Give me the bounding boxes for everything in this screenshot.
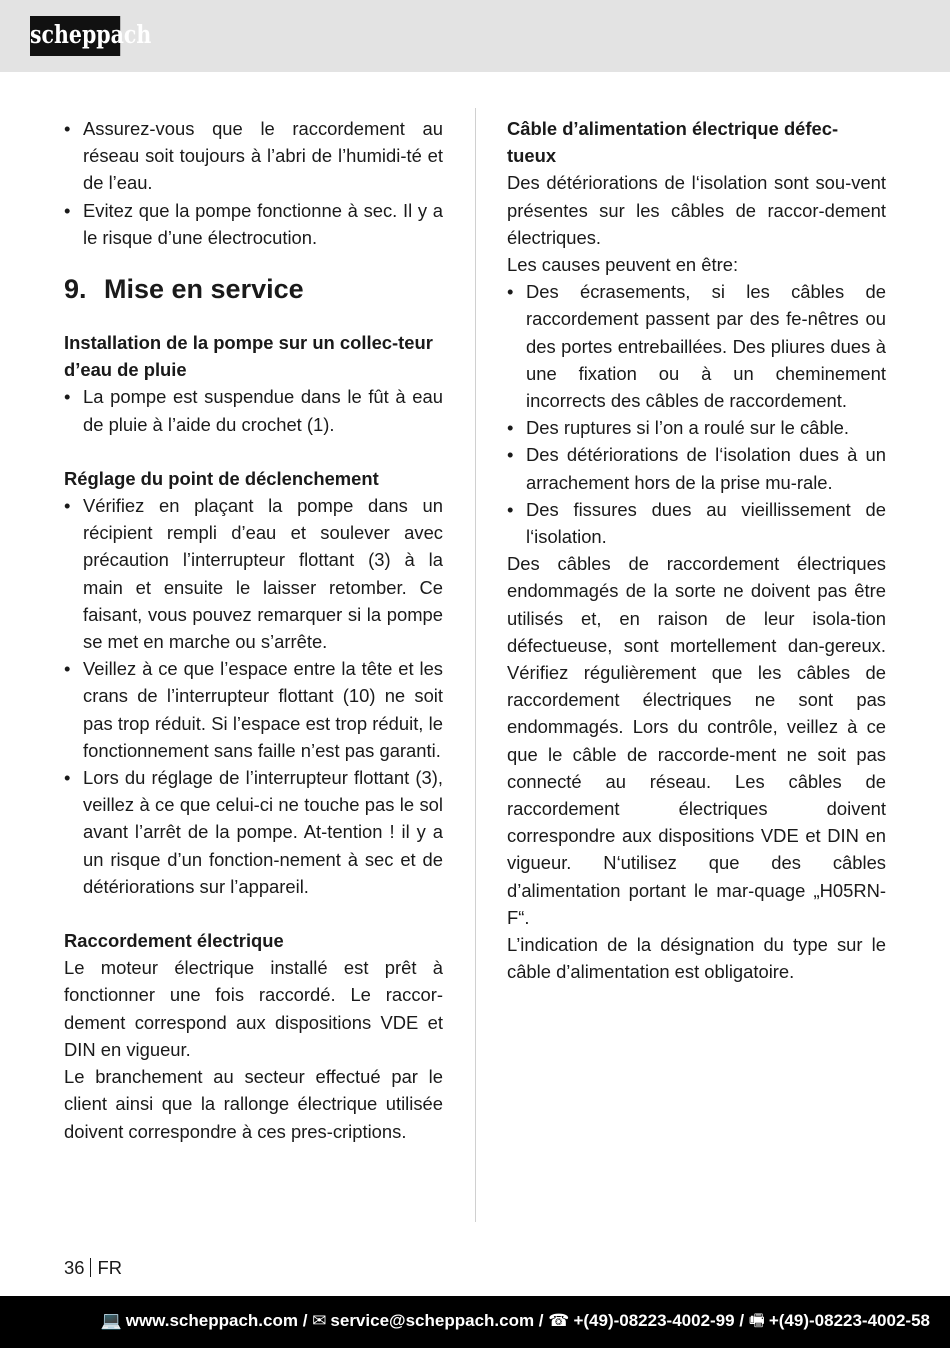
fax-number: +(49)-08223-4002-58 [768,1311,930,1330]
email-link[interactable]: service@scheppach.com / [330,1311,544,1330]
left-column [64,115,443,1145]
bullet-icon: • [64,767,71,789]
page-separator [90,1258,91,1277]
section-title: Mise en service [104,274,304,305]
intro-bullet-list [64,115,443,251]
reglage-bullet-list [64,492,443,900]
bullet-icon: • [507,281,514,303]
cable-paragraph: Les causes peuvent en être: [507,254,739,276]
bullet-icon: • [64,386,71,408]
installation-heading: Installation de la pompe sur un collec-teur d’eau de pluie [64,332,433,381]
bullet-icon: • [507,498,514,520]
reglage-heading: Réglage du point de déclenchement [64,467,379,489]
bullet-icon: • [64,199,71,221]
installation-bullet-list [64,383,443,437]
cable-paragraph: Des détériorations de l‘isolation sont sou-vent présentes sur les câbles de raccor-dement électriques. [507,172,886,248]
section-heading [64,273,443,305]
language-code: FR [97,1257,122,1278]
page-header [0,0,950,72]
phone-icon: ☎ [548,1311,570,1330]
raccordement-paragraph: Le moteur électrique installé est prêt à fonctionner une fois raccordé. Le raccor-dement correspond aux dispositions VDE et DIN en vigueur. [64,957,443,1060]
list-item: • Des fissures dues au vieillissement de l‘isolation. [507,496,886,550]
right-column [507,115,886,986]
website-link[interactable]: www.scheppach.com / [125,1311,308,1330]
scheppach-logo: scheppach [30,16,120,56]
list-item: • Assurez-vous que le raccordement au réseau soit toujours à l’abri de l’humidi-té et de l’eau. [64,115,443,197]
causes-bullet-list [507,278,886,550]
raccordement-heading: Raccordement électrique [64,930,284,952]
list-item: • Des ruptures si l’on a roulé sur le câble. [507,414,886,441]
fax-icon: 🖷 [748,1311,765,1330]
envelope-icon: ✉ [312,1311,327,1330]
raccordement-paragraph: Le branchement au secteur effectué par le client ainsi que la rallonge électrique utilisée doivent correspondre à ces pres-criptions. [64,1066,443,1142]
contact-bar [0,1296,950,1348]
bullet-icon: • [507,417,514,439]
page-number: 36 [64,1257,85,1278]
phone-number: +(49)-08223-4002-99 / [573,1311,745,1330]
bullet-icon: • [64,495,71,517]
list-item: • La pompe est suspendue dans le fût à eau de pluie à l’aide du crochet (1). [64,383,443,437]
list-item: • Lors du réglage de l’interrupteur flottant (3), veillez à ce que celui-ci ne touche pas le sol avant l’arrêt de la pompe. At-tention ! il y a un risque d’un fonction-nement à sec et de détériorations sur l’appareil. [64,764,443,900]
list-item: • Des écrasements, si les câbles de raccordement passent par des fe-nêtres ou des portes entrebaillées. Des pliures dues à une fixation ou à un cheminement incorrects des câbles de raccordement. [507,278,886,414]
list-item: • Vérifiez en plaçant la pompe dans un récipient rempli d’eau et soulever avec précaution l’interrupteur flottant (3) à la main et ensuite le laisser retomber. Ce faisant, vous pouvez remarquer si la pompe se met en marche ou s’arrête. [64,492,443,655]
column-divider [475,108,476,1222]
list-item: • Evitez que la pompe fonctionne à sec. Il y a le risque d’une électrocution. [64,197,443,251]
list-item: • Veillez à ce que l’espace entre la tête et les crans de l’interrupteur flottant (10) ne soit pas trop réduit. Si l’espace est trop réduit, le fonctionnement sans faille n’est pas garanti. [64,655,443,764]
cable-paragraph: Des câbles de raccordement électriques endommagés de la sorte ne doivent pas être utilisés et, en raison de leur isola-tion défectueuse, sont mortellement dan-gereux. Vérifiez régulièrement que les câbles de raccordement électriques ne sont pas endommagés. Lors du contrôle, veillez à ce que le câble de raccorde-ment ne soit pas connecté au réseau. Les câbles de raccordement électriques doivent correspondre aux dispositions VDE et DIN en vigueur. N‘utilisez que des câbles d’alimentation portant le mar-quage „H05RN-F“. [507,553,886,928]
list-item: • Des détériorations de l‘isolation dues à un arrachement hors de la prise mu-rale. [507,441,886,495]
bullet-icon: • [64,658,71,680]
cable-paragraph: L’indication de la désignation du type sur le câble d’alimentation est obligatoire. [507,934,886,983]
bullet-icon: • [507,444,514,466]
bullet-icon: • [64,118,71,139]
computer-icon: 💻 [100,1311,122,1330]
cable-heading: Câble d’alimentation électrique défec-tueux [507,118,839,167]
section-number: 9. [64,274,87,305]
page-footer-label [64,1256,122,1280]
